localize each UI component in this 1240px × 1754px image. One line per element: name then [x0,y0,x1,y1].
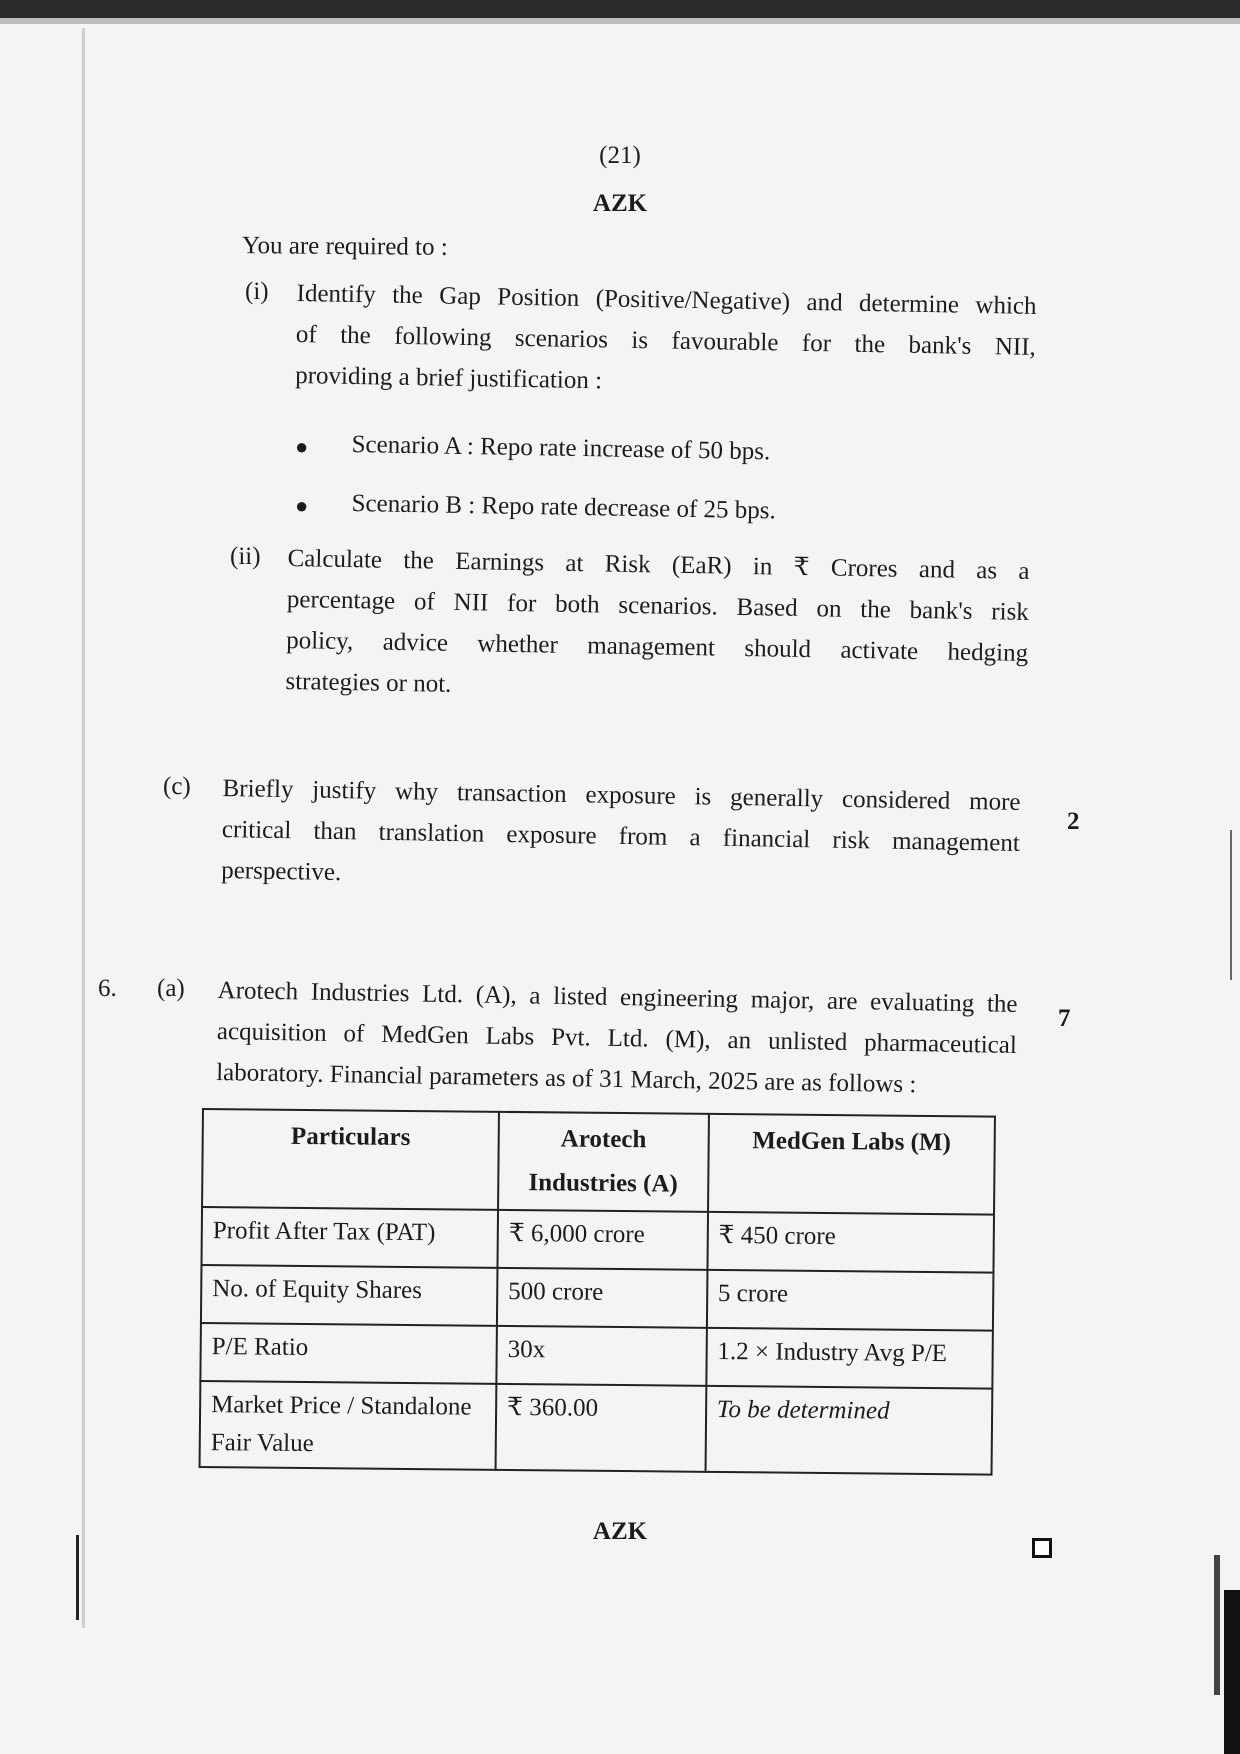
part-c-marks: 2 [1067,808,1080,835]
question-6a-marks: 7 [1058,1005,1071,1032]
part-c-label: (c) [163,773,191,800]
table-cell: To be determined [705,1386,992,1475]
bullet-icon: ● [295,493,309,518]
table-row [201,1207,994,1273]
question-6a-line: acquisition of MedGen Labs Pvt. Ltd. (M), an unlisted pharmaceutical [216,1017,1018,1059]
paper-code: AZK [592,190,648,217]
table-cell: Profit After Tax (PAT) [201,1207,498,1268]
table-cell: 5 crore [707,1270,994,1331]
part-ii-text [285,538,1030,715]
table-cell: 1.2 × Industry Avg P/E [706,1328,993,1389]
table-cell: ₹ 450 crore [707,1212,994,1273]
question-6a-line: Arotech Industries Ltd. (A), a listed engineering major, are evaluating the [217,976,1018,1018]
table-header-cell: MedGen Labs (M) [708,1114,995,1215]
table-cell: ₹ 6,000 crore [497,1210,707,1270]
part-ii-line: Calculate the Earnings at Risk (EaR) in ₹ Crores and as a [287,544,1030,585]
page-left-margin-rule [82,28,85,1628]
table-header-cell: Particulars [202,1109,499,1210]
page-number: (21) [599,142,641,169]
scenario-b: Scenario B : Repo rate decrease of 25 bps. [351,489,776,525]
table-header-row [202,1109,995,1215]
part-ii-line: percentage of NII for both scenarios. Based on the bank's risk [286,585,1030,626]
part-ii-label: (ii) [230,543,261,570]
table-cell: P/E Ratio [200,1323,497,1384]
scan-top-shadow [0,18,1240,24]
scenario-a: Scenario A : Repo rate increase of 50 bps. [351,430,771,466]
table-cell: ₹ 360.00 [496,1384,707,1472]
question-6a-text [216,970,1018,1107]
table-row [200,1381,993,1475]
page-right-edge-mark [1230,830,1232,980]
table-row [200,1323,993,1389]
question-6a-line: laboratory. Financial parameters as of 31 March, 2025 are as follows : [215,1058,917,1099]
part-c-line: critical than translation exposure from a financial risk management [221,815,1021,857]
part-i-text [295,273,1037,409]
part-c-line: Briefly justify why transaction exposure is generally considered more [222,774,1021,816]
table-row [201,1265,994,1331]
part-c-text [221,768,1021,905]
scan-bottom-right-edge [1224,1590,1240,1754]
instruction-text: You are required to : [241,232,448,261]
part-i-line: providing a brief justification : [294,361,603,395]
footer-paper-code: AZK [592,1518,648,1545]
scan-edge-shadow [1214,1555,1220,1695]
part-c-line: perspective. [220,856,342,887]
table-cell: 500 crore [497,1268,707,1328]
scan-top-edge [0,0,1240,18]
part-i-label: (i) [245,278,269,305]
table-cell: No. of Equity Shares [201,1265,498,1326]
binding-mark [76,1535,79,1620]
question-6a-label: (a) [157,975,185,1002]
part-ii-line: policy, advice whether management should activate hedging [285,626,1029,667]
table-cell: 30x [496,1326,706,1386]
financial-parameters-table [199,1108,996,1476]
part-i-line: of the following scenarios is favourable for the bank's NII, [295,320,1037,361]
part-ii-line: strategies or not. [285,667,452,698]
table-header-cell: Arotech Industries (A) [498,1112,709,1212]
bullet-icon: ● [295,434,309,459]
square-icon [1032,1538,1052,1558]
question-6-number: 6. [98,975,117,1002]
table-cell: Market Price / Standalone Fair Value [200,1381,497,1470]
part-i-line: Identify the Gap Position (Positive/Negative) and determine which [296,279,1037,320]
